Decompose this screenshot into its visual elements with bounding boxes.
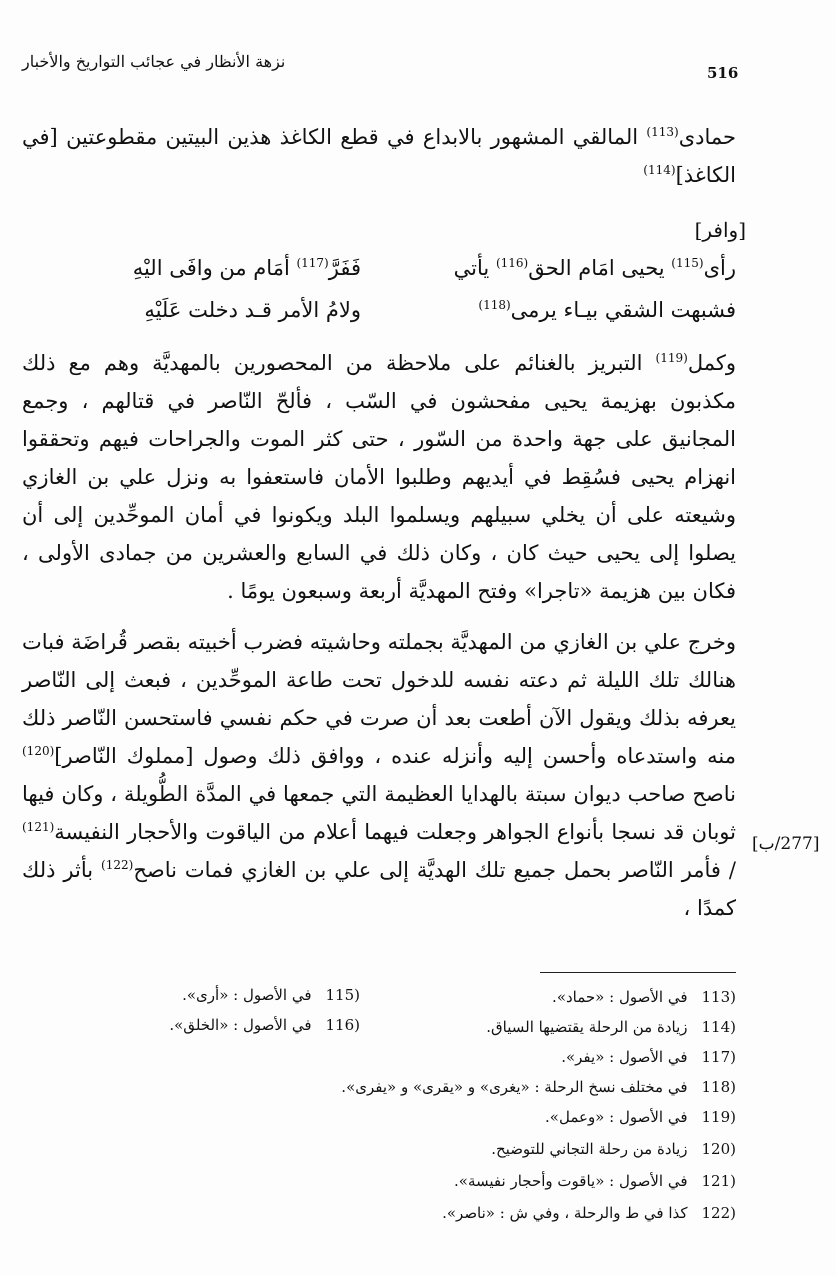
text-run: يحيى امَام الحق [528,256,672,280]
poem-meter: [وافر] [694,218,746,242]
footnote-number: 116) [325,1016,360,1034]
text-run: فشبهت الشقي بيـاء يرمى [510,298,736,322]
footnote-text: زيادة من الرحلة يقتضيها السياق. [486,1018,688,1036]
footnote-text: في الأصول : «ياقوت وأحجار نفيسة». [454,1172,688,1190]
hemistich-second [101,256,361,280]
footnote-number: 114) [701,1018,736,1036]
paragraph-intro [22,118,736,194]
running-title: نزهة الأنظار في عجائب التواريخ والأخبار [22,52,286,71]
text-run: رأى [703,256,736,280]
text-run: ناصح صاحب ديوان سبتة بالهدايا العظيمة التي جمعها في المدَّة الطُّويلة ، وكان فيها ثوبان قد نسجا بأنواع الجواهر وجعلت فيهما أعلام من الياقوت والأحجار النفيسة [22,782,736,844]
text-run: / فأمر النّاصر بحمل جميع تلك الهديَّة إلى علي بن الغازي فمات ناصح [133,858,736,882]
footnote-119 [545,1108,736,1126]
footnote-118 [341,1078,736,1096]
footnote-divider [540,972,736,973]
footnote-ref-120: (120) [22,744,55,758]
footnote-number: 113) [701,988,736,1006]
footnote-120 [491,1140,736,1158]
footnote-121 [454,1172,736,1190]
footnote-number: 118) [701,1078,736,1096]
footnote-text: في الأصول : «وعمل». [545,1108,688,1126]
footnote-number: 117) [701,1048,736,1066]
footnote-115 [182,986,360,1004]
footnote-text: في الأصول : «يفر». [561,1048,688,1066]
text-run: المالقي المشهور بالابداع في قطع الكاغذ هذين البيتين مقطوعتين [في الكاغذ] [22,125,736,187]
hemistich-second [101,298,361,322]
paragraph-siege [22,344,736,610]
text-run: حمادى [678,125,736,149]
text-run: فَفَرَّ [328,256,361,280]
footnote-ref-113: (113) [646,125,679,139]
hemistich-first [391,298,736,322]
footnote-ref-122: (122) [101,858,134,872]
footnote-text: في الأصول : «أرى». [182,986,312,1004]
text-run: بأثر ذلك كمدًا ، [22,858,736,920]
footnote-number: 119) [701,1108,736,1126]
footnote-ref-115: (115) [671,256,704,270]
footnote-ref-119: (119) [655,351,688,365]
verse-line-2 [96,298,736,322]
footnote-ref-117: (117) [296,256,329,270]
footnote-114 [486,1018,736,1036]
footnote-number: 115) [325,986,360,1004]
text-run: ولامُ الأمر قـد دخلت عَلَيْهِ [144,298,361,322]
page-number: 516 [707,64,739,82]
footnote-116 [169,1016,360,1034]
footnote-113 [552,988,736,1006]
text-run: وكمل [687,351,736,375]
paragraph-surrender [22,623,736,927]
footnote-number: 120) [701,1140,736,1158]
footnote-117 [561,1048,736,1066]
footnote-ref-114: (114) [643,163,676,177]
footnote-ref-121: (121) [22,820,55,834]
folio-marker: [277/ب] [752,834,820,854]
footnote-text: في مختلف نسخ الرحلة : «يغرى» و «يقرى» و «يفرى». [341,1078,688,1096]
text-run: يأتي [453,256,496,280]
footnote-text: زيادة من رحلة التجاني للتوضيح. [491,1140,688,1158]
footnote-122 [442,1204,736,1222]
footnote-ref-118: (118) [478,298,511,312]
footnote-ref-116: (116) [495,256,529,270]
footnote-number: 122) [701,1204,736,1222]
text-run: أمَام من وافَى اليْهِ [132,256,297,280]
text-run: وخرج علي بن الغازي من المهديَّة بجملته وحاشيته فضرب أخبيته بقصر قُراضَة فبات هنالك تلك الليلة ثم دعته نفسه للدخول تحت طاعة الموحِّدين ، فبعث إلى النّاصر يعرفه بذلك ويقول الآن أطعت بعد أن صرت في حكم نفسي فاستحسن النّاصر ذلك منه واستدعاه وأحسن إليه وأنزله عنده ، ووافق ذلك وصول [مملوك النّاصر] [22,630,736,768]
text-run: التبريز بالغنائم على ملاحظة من المحصورين بالمهديَّة وهم مع ذلك مكذبون بهزيمة يحيى مفحشون في السّب ، فألحّ النّاصر في قتالهم ، وجمع المجانيق على جهة واحدة من السّور ، حتى كثر الموت والجراحات فيهم وتحققوا انهزام يحيى فسُقِط في أيديهم وطلبوا الأمان فاستعفوا به ونزل علي بن الغازي وشيعته على أن يخلي سبيلهم ويسلموا البلد ويكونوا في أمان الموحِّدين إلى أن يصلوا إلى يحيى حيث كان ، وكان ذلك في السابع والعشرين من جمادى الأولى ، فكان بين هزيمة «تاجرا» وفتح المهديَّة أربعة وسبعون يومًا . [22,351,736,603]
verse-line-1 [96,256,736,280]
footnote-text: في الأصول : «حماد». [552,988,688,1006]
hemistich-first [391,256,736,280]
footnote-number: 121) [701,1172,736,1190]
footnote-text: كذا في ط والرحلة ، وفي ش : «ناصر». [442,1204,688,1222]
footnote-text: في الأصول : «الخلق». [169,1016,312,1034]
